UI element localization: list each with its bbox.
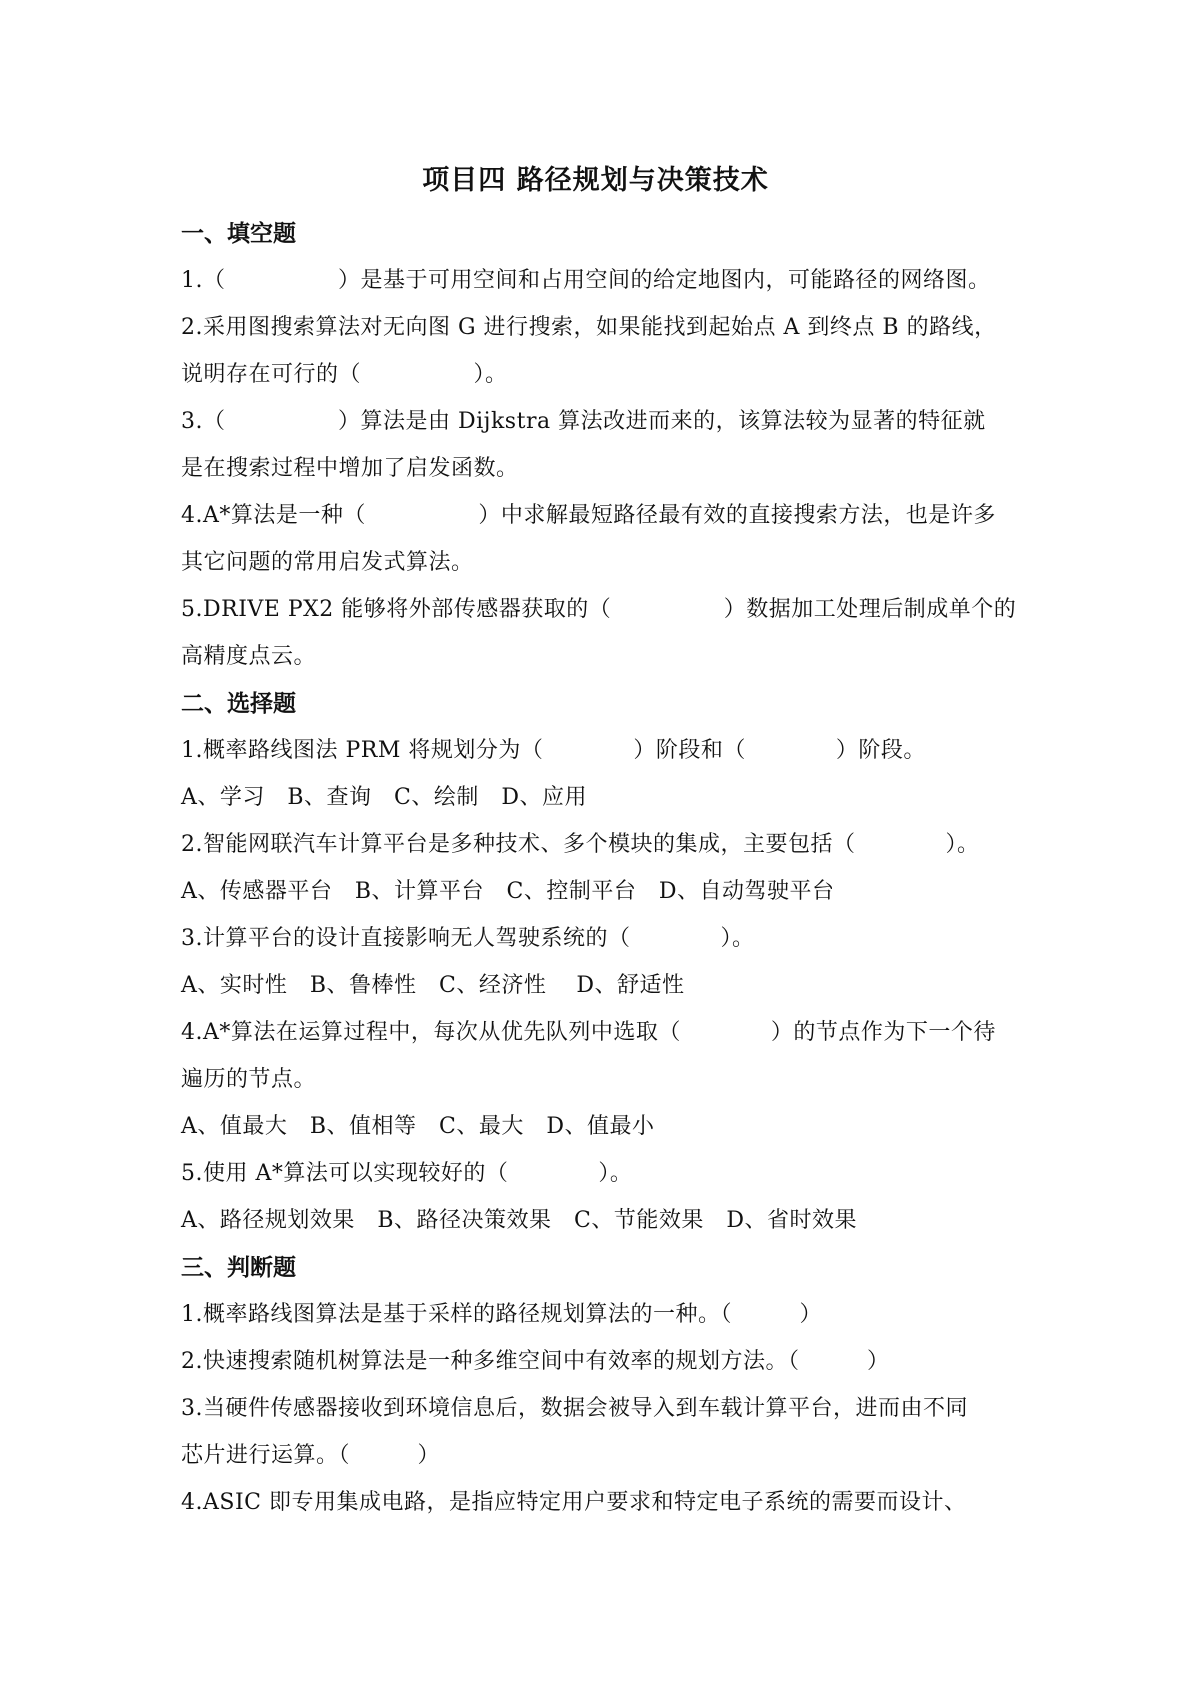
page-title: 项目四 路径规划与决策技术 xyxy=(422,165,769,196)
question-line: 芯片进行运算。（ ） xyxy=(181,1443,441,1468)
question-line: 3.当硬件传感器接收到环境信息后，数据会被导入到车载计算平台，进而由不同 xyxy=(181,1396,968,1421)
question-line: 其它问题的常用启发式算法。 xyxy=(181,550,474,575)
answer-options: A、传感器平台 B、计算平台 C、控制平台 D、自动驾驶平台 xyxy=(181,879,835,904)
answer-options: A、路径规划效果 B、路径决策效果 C、节能效果 D、省时效果 xyxy=(181,1208,858,1233)
section-heading-fill-in: 一、填空题 xyxy=(181,220,296,247)
question-line: 遍历的节点。 xyxy=(181,1067,317,1092)
question-line: 4.ASIC 即专用集成电路，是指应特定用户要求和特定电子系统的需要而设计、 xyxy=(181,1490,967,1515)
question-line: 4.A*算法是一种（ ）中求解最短路径最有效的直接搜索方法，也是许多 xyxy=(181,503,996,528)
question-line: 说明存在可行的（ ）。 xyxy=(181,362,508,387)
question-line: 高精度点云。 xyxy=(181,644,317,669)
question-line: 1.（ ）是基于可用空间和占用空间的给定地图内，可能路径的网络图。 xyxy=(181,268,991,293)
question-line: 5.DRIVE PX2 能够将外部传感器获取的（ ）数据加工处理后制成单个的 xyxy=(181,597,1017,622)
question-line: 2.采用图搜索算法对无向图 G 进行搜索，如果能找到起始点 A 到终点 B 的路线， xyxy=(181,315,997,340)
question-line: 3.（ ）算法是由 Dijkstra 算法改进而来的，该算法较为显著的特征就 xyxy=(181,409,986,434)
answer-options: A、值最大 B、值相等 C、最大 D、值最小 xyxy=(181,1114,655,1139)
document-body xyxy=(181,210,1021,1526)
question-line: 2.智能网联汽车计算平台是多种技术、多个模块的集成，主要包括（ ）。 xyxy=(181,832,980,857)
question-line: 4.A*算法在运算过程中，每次从优先队列中选取（ ）的节点作为下一个待 xyxy=(181,1020,996,1045)
question-line: 1.概率路线图法 PRM 将规划分为（ ）阶段和（ ）阶段。 xyxy=(181,738,926,763)
answer-options: A、学习 B、查询 C、绘制 D、应用 xyxy=(181,785,588,810)
question-line: 5.使用 A*算法可以实现较好的（ ）。 xyxy=(181,1161,633,1186)
section-heading-true-false: 三、判断题 xyxy=(181,1254,296,1281)
section-heading-multiple-choice: 二、选择题 xyxy=(181,690,296,717)
question-line: 是在搜索过程中增加了启发函数。 xyxy=(181,456,519,481)
answer-options: A、实时性 B、鲁棒性 C、经济性 D、舒适性 xyxy=(181,973,685,998)
question-line: 1.概率路线图算法是基于采样的路径规划算法的一种。（ ） xyxy=(181,1302,822,1327)
question-line: 3.计算平台的设计直接影响无人驾驶系统的（ ）。 xyxy=(181,926,755,951)
question-line: 2.快速搜索随机树算法是一种多维空间中有效率的规划方法。（ ） xyxy=(181,1349,890,1374)
